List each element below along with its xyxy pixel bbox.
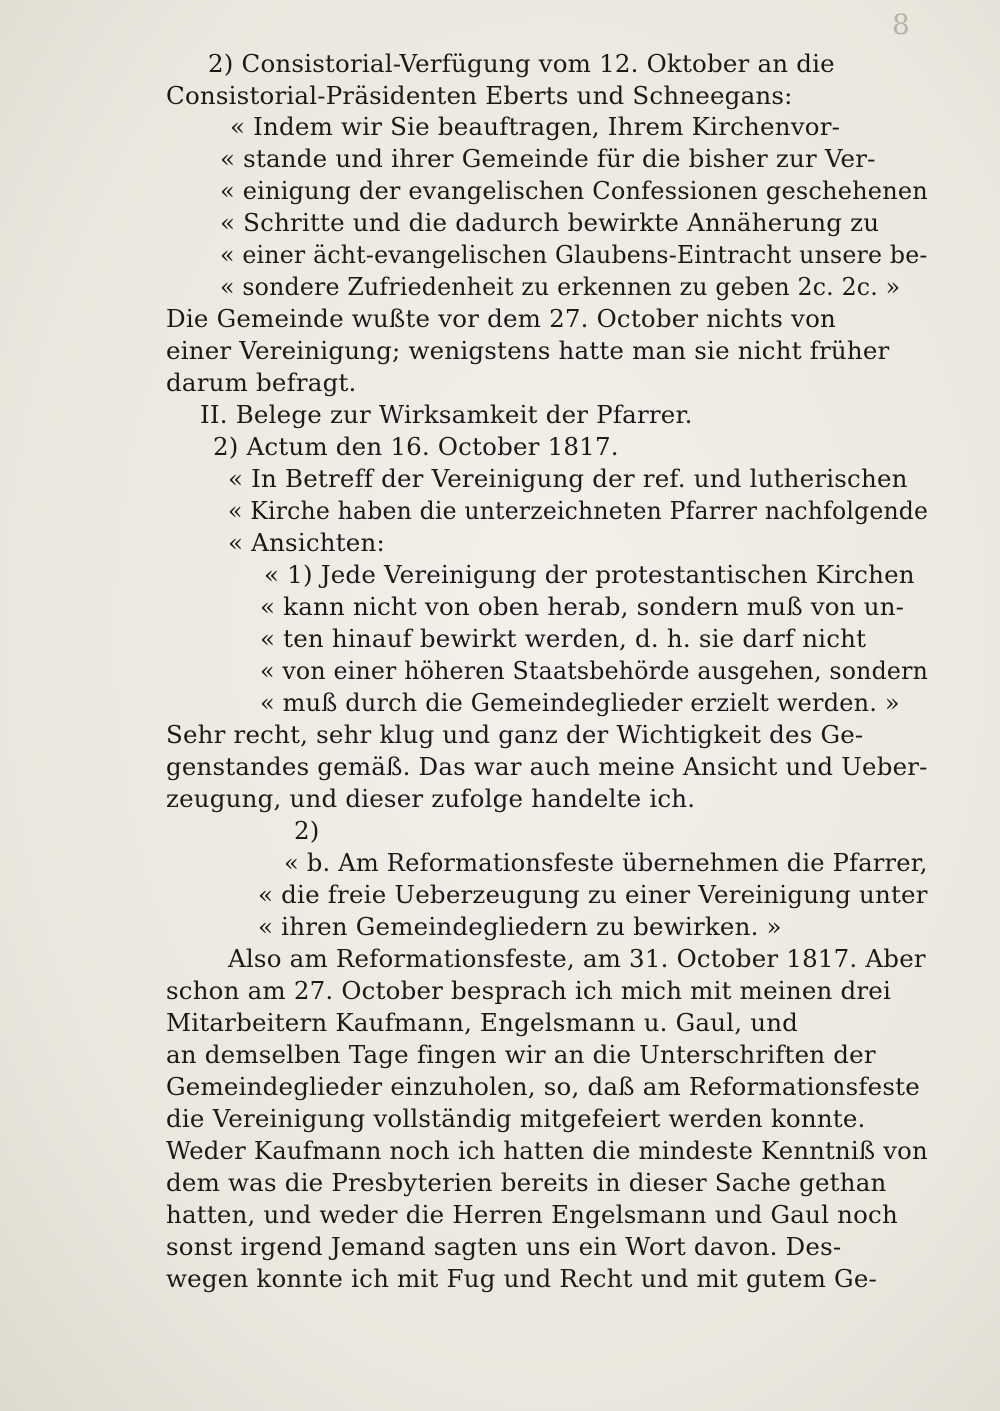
- text-line: zeugung, und dieser zufolge handelte ich.: [166, 784, 696, 813]
- text-line: « ihren Gemeindegliedern zu bewirken. »: [258, 912, 782, 941]
- text-line: Die Gemeinde wußte vor dem 27. October nichts von: [166, 304, 837, 333]
- text-line: 2) Actum den 16. October 1817.: [213, 432, 619, 461]
- text-line: dem was die Presbyterien bereits in dieser Sache gethan: [166, 1168, 887, 1197]
- text-line: Consistorial-Präsidenten Eberts und Schneegans:: [166, 81, 793, 110]
- text-line: « 1) Jede Vereinigung der protestantischen Kirchen: [264, 560, 915, 589]
- text-line: wegen konnte ich mit Fug und Recht und mit gutem Ge-: [166, 1264, 877, 1293]
- text-line: sonst irgend Jemand sagten uns ein Wort davon. Des-: [166, 1232, 842, 1261]
- text-line: « einer ächt-evangelischen Glaubens-Eintracht unsere be-: [220, 240, 928, 269]
- text-line: « Ansichten:: [228, 528, 385, 557]
- section-heading: II. Belege zur Wirksamkeit der Pfarrer.: [200, 400, 693, 429]
- page-number: 8: [892, 8, 910, 41]
- text-line: Weder Kaufmann noch ich hatten die mindeste Kenntniß von: [166, 1136, 928, 1165]
- text-line: Also am Reformationsfeste, am 31. October 1817. Aber: [228, 944, 926, 973]
- text-line: « b. Am Reformationsfeste übernehmen die Pfarrer,: [284, 848, 928, 877]
- text-line: Mitarbeitern Kaufmann, Engelsmann u. Gaul, und: [166, 1008, 799, 1037]
- text-line: « Schritte und die dadurch bewirkte Annäherung zu: [220, 208, 880, 237]
- text-line: Sehr recht, sehr klug und ganz der Wichtigkeit des Ge-: [166, 720, 864, 749]
- text-line: darum befragt.: [166, 368, 357, 397]
- text-line: hatten, und weder die Herren Engelsmann und Gaul noch: [166, 1200, 898, 1229]
- text-line: « von einer höheren Staatsbehörde ausgehen, sondern: [260, 656, 929, 685]
- text-line: Gemeindeglieder einzuholen, so, daß am Reformationsfeste: [166, 1072, 920, 1101]
- text-line: « kann nicht von oben herab, sondern muß von un-: [260, 592, 905, 621]
- text-line: einer Vereinigung; wenigstens hatte man sie nicht früher: [166, 336, 890, 365]
- text-line: 2) Consistorial-Verfügung vom 12. Oktober an die: [208, 49, 835, 78]
- text-line: « Kirche haben die unterzeichneten Pfarrer nachfolgende: [228, 496, 929, 525]
- text-line: « Indem wir Sie beauftragen, Ihrem Kirchenvor-: [230, 112, 841, 141]
- text-line: an demselben Tage fingen wir an die Unterschriften der: [166, 1040, 876, 1069]
- text-line: genstandes gemäß. Das war auch meine Ansicht und Ueber-: [166, 752, 928, 781]
- text-line: « sondere Zufriedenheit zu erkennen zu geben 2c. 2c. »: [220, 272, 901, 301]
- text-line: « In Betreff der Vereinigung der ref. und lutherischen: [228, 464, 908, 493]
- text-line: « stande und ihrer Gemeinde für die bisher zur Ver-: [220, 144, 876, 173]
- text-line: die Vereinigung vollständig mitgefeiert werden konnte.: [166, 1104, 866, 1133]
- text-line: « die freie Ueberzeugung zu einer Vereinigung unter: [258, 880, 928, 909]
- text-line: « ten hinauf bewirkt werden, d. h. sie darf nicht: [260, 624, 867, 653]
- text-line: 2): [294, 816, 320, 845]
- text-line: schon am 27. October besprach ich mich mit meinen drei: [166, 976, 892, 1005]
- text-line: « einigung der evangelischen Confessionen geschehenen: [220, 176, 928, 205]
- text-line: « muß durch die Gemeindeglieder erzielt werden. »: [260, 688, 900, 717]
